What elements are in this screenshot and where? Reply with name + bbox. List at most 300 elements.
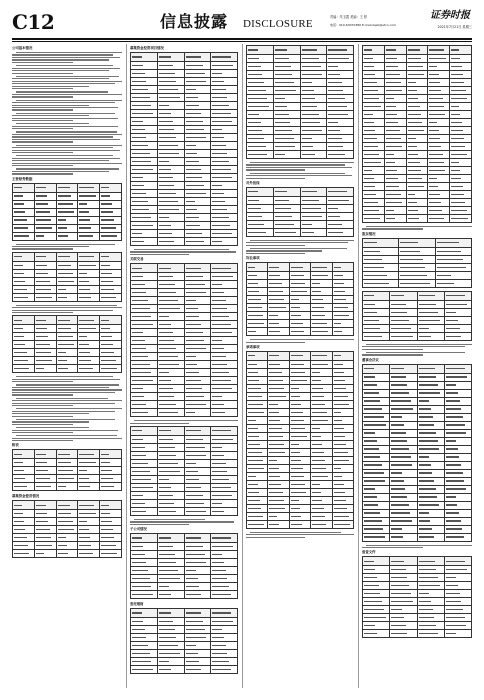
table-cell bbox=[311, 288, 332, 296]
table-cell bbox=[289, 480, 310, 488]
table-row bbox=[131, 657, 238, 665]
column-divider bbox=[126, 44, 127, 688]
table-row bbox=[363, 183, 472, 191]
table-cell bbox=[56, 501, 78, 510]
text-paragraph bbox=[246, 248, 354, 254]
table-row bbox=[363, 135, 472, 143]
table-cell bbox=[332, 320, 353, 328]
table-cell bbox=[247, 280, 268, 288]
table-cell bbox=[417, 566, 444, 574]
table-cell bbox=[157, 329, 184, 337]
table-cell bbox=[131, 507, 158, 515]
table-cell bbox=[390, 453, 417, 461]
table-row bbox=[363, 606, 472, 614]
table-cell bbox=[450, 151, 472, 159]
table-row bbox=[131, 110, 238, 118]
table-cell bbox=[450, 127, 472, 135]
table-cell bbox=[247, 63, 274, 71]
table-cell bbox=[363, 167, 385, 175]
table-cell bbox=[417, 316, 444, 324]
table-cell bbox=[268, 368, 289, 376]
table-cell bbox=[444, 493, 471, 501]
table-cell bbox=[417, 389, 444, 397]
table-cell bbox=[390, 606, 417, 614]
table-cell bbox=[311, 320, 332, 328]
table-cell bbox=[211, 353, 238, 361]
table-cell bbox=[184, 550, 211, 558]
header-rule-thin bbox=[12, 41, 472, 42]
text-paragraph bbox=[12, 419, 122, 425]
table-cell bbox=[289, 328, 310, 336]
table-cell bbox=[384, 103, 406, 111]
table-cell bbox=[289, 488, 310, 496]
table-cell bbox=[56, 459, 78, 467]
table-cell bbox=[247, 464, 268, 472]
table-cell bbox=[390, 566, 417, 574]
table-cell bbox=[100, 224, 122, 232]
table-cell bbox=[417, 397, 444, 405]
table-row bbox=[247, 79, 354, 87]
table-cell bbox=[363, 598, 390, 606]
table-cell bbox=[157, 345, 184, 353]
table-cell bbox=[131, 78, 158, 86]
table-cell bbox=[273, 228, 300, 236]
table-cell bbox=[131, 409, 158, 417]
table-cell bbox=[300, 119, 327, 127]
table-cell bbox=[56, 365, 78, 373]
table-cell bbox=[247, 55, 274, 63]
data-table bbox=[130, 52, 238, 246]
table-cell bbox=[289, 416, 310, 424]
table-cell bbox=[444, 332, 471, 340]
table-cell bbox=[363, 397, 390, 405]
table-cell bbox=[211, 443, 238, 451]
table-cell bbox=[78, 216, 100, 224]
table-row bbox=[247, 351, 354, 360]
table-cell bbox=[211, 426, 238, 435]
table-cell bbox=[363, 151, 385, 159]
table-cell bbox=[247, 196, 274, 204]
table-row bbox=[131, 329, 238, 337]
table-row bbox=[247, 87, 354, 95]
table-cell bbox=[100, 475, 122, 483]
table-cell bbox=[211, 86, 238, 94]
data-table bbox=[130, 608, 238, 674]
table-row bbox=[131, 401, 238, 409]
table-cell bbox=[131, 264, 158, 273]
table-row bbox=[13, 192, 122, 200]
table-cell bbox=[444, 381, 471, 389]
table-cell bbox=[13, 501, 35, 510]
table-cell bbox=[13, 224, 35, 232]
section-heading: 主要财务数据 bbox=[12, 176, 33, 181]
table-cell bbox=[100, 526, 122, 534]
table-cell bbox=[399, 263, 435, 271]
table-cell bbox=[363, 557, 390, 566]
table-cell bbox=[327, 111, 354, 119]
table-cell bbox=[211, 459, 238, 467]
table-row bbox=[247, 95, 354, 103]
table-cell bbox=[131, 126, 158, 134]
table-cell bbox=[184, 142, 211, 150]
table-cell bbox=[363, 119, 385, 127]
table-cell bbox=[157, 222, 184, 230]
table-cell bbox=[211, 78, 238, 86]
table-cell bbox=[34, 269, 56, 277]
table-row bbox=[131, 558, 238, 566]
table-cell bbox=[390, 373, 417, 381]
table-cell bbox=[435, 279, 471, 287]
table-cell bbox=[247, 204, 274, 212]
table-cell bbox=[78, 510, 100, 518]
data-table bbox=[12, 449, 122, 491]
table-cell bbox=[157, 499, 184, 507]
text-paragraph bbox=[12, 123, 122, 129]
table-cell bbox=[131, 566, 158, 574]
text-paragraph bbox=[362, 344, 472, 350]
table-cell bbox=[444, 429, 471, 437]
table-cell bbox=[100, 333, 122, 341]
table-cell bbox=[300, 111, 327, 119]
table-cell bbox=[13, 483, 35, 491]
table-cell bbox=[34, 208, 56, 216]
table-cell bbox=[157, 533, 184, 542]
table-cell bbox=[78, 349, 100, 357]
table-cell bbox=[184, 401, 211, 409]
table-row bbox=[363, 207, 472, 215]
table-cell bbox=[417, 461, 444, 469]
table-cell bbox=[384, 63, 406, 71]
table-row bbox=[13, 252, 122, 261]
table-cell bbox=[428, 111, 450, 119]
table-row bbox=[247, 312, 354, 320]
table-cell bbox=[184, 53, 211, 62]
table-cell bbox=[444, 630, 471, 638]
table-cell bbox=[78, 365, 100, 373]
table-cell bbox=[157, 62, 184, 70]
table-cell bbox=[390, 381, 417, 389]
table-cell bbox=[247, 95, 274, 103]
table-cell bbox=[157, 385, 184, 393]
table-row bbox=[247, 480, 354, 488]
table-cell bbox=[211, 281, 238, 289]
table-cell bbox=[390, 622, 417, 630]
table-cell bbox=[184, 78, 211, 86]
table-cell bbox=[157, 377, 184, 385]
text-paragraph bbox=[130, 519, 238, 525]
table-cell bbox=[56, 316, 78, 325]
table-cell bbox=[390, 397, 417, 405]
table-cell bbox=[184, 230, 211, 238]
table-row bbox=[247, 320, 354, 328]
table-cell bbox=[13, 518, 35, 526]
table-cell bbox=[417, 501, 444, 509]
table-cell bbox=[444, 477, 471, 485]
table-cell bbox=[327, 79, 354, 87]
table-row bbox=[13, 365, 122, 373]
table-cell bbox=[157, 542, 184, 550]
table-cell bbox=[428, 127, 450, 135]
table-cell bbox=[311, 360, 332, 368]
table-cell bbox=[211, 329, 238, 337]
table-row bbox=[131, 641, 238, 649]
data-table bbox=[12, 183, 122, 241]
table-cell bbox=[13, 550, 35, 558]
table-row bbox=[13, 232, 122, 240]
table-cell bbox=[384, 191, 406, 199]
table-cell bbox=[268, 456, 289, 464]
table-row bbox=[363, 501, 472, 509]
table-cell bbox=[406, 183, 428, 191]
text-paragraph bbox=[246, 173, 354, 179]
table-cell bbox=[273, 111, 300, 119]
table-cell bbox=[444, 461, 471, 469]
table-cell bbox=[450, 79, 472, 87]
table-cell bbox=[268, 432, 289, 440]
table-cell bbox=[363, 566, 390, 574]
table-row bbox=[131, 222, 238, 230]
text-column-3 bbox=[246, 44, 354, 688]
table-row bbox=[363, 373, 472, 381]
table-row bbox=[131, 134, 238, 142]
table-cell bbox=[289, 424, 310, 432]
table-cell bbox=[268, 424, 289, 432]
table-cell bbox=[311, 472, 332, 480]
table-cell bbox=[289, 408, 310, 416]
table-cell bbox=[417, 517, 444, 525]
table-cell bbox=[417, 324, 444, 332]
table-cell bbox=[157, 507, 184, 515]
issue-date: 2021年7月21日 星期三 bbox=[437, 25, 472, 29]
table-cell bbox=[417, 291, 444, 300]
table-cell bbox=[428, 191, 450, 199]
table-cell bbox=[417, 421, 444, 429]
table-cell bbox=[157, 198, 184, 206]
table-row bbox=[247, 448, 354, 456]
table-cell bbox=[100, 365, 122, 373]
table-row bbox=[131, 53, 238, 62]
table-cell bbox=[450, 55, 472, 63]
table-cell bbox=[34, 467, 56, 475]
table-cell bbox=[363, 389, 390, 397]
section-heading: 附表 bbox=[12, 443, 19, 448]
table-row bbox=[247, 432, 354, 440]
table-row bbox=[131, 264, 238, 273]
table-cell bbox=[289, 280, 310, 288]
table-cell bbox=[56, 200, 78, 208]
table-cell bbox=[450, 183, 472, 191]
table-cell bbox=[363, 55, 385, 63]
table-cell bbox=[157, 70, 184, 78]
table-cell bbox=[100, 277, 122, 285]
table-cell bbox=[444, 517, 471, 525]
table-cell bbox=[268, 440, 289, 448]
table-cell bbox=[399, 247, 435, 255]
table-cell bbox=[184, 617, 211, 625]
table-cell bbox=[131, 467, 158, 475]
table-cell bbox=[450, 167, 472, 175]
table-cell bbox=[211, 150, 238, 158]
table-cell bbox=[268, 376, 289, 384]
column-divider bbox=[358, 44, 359, 688]
table-cell bbox=[300, 228, 327, 236]
table-cell bbox=[332, 456, 353, 464]
table-cell bbox=[417, 308, 444, 316]
table-cell bbox=[363, 103, 385, 111]
table-cell bbox=[34, 192, 56, 200]
table-cell bbox=[34, 261, 56, 269]
table-row bbox=[131, 377, 238, 385]
table-cell bbox=[450, 46, 472, 55]
table-cell bbox=[211, 118, 238, 126]
table-row bbox=[363, 167, 472, 175]
table-cell bbox=[131, 475, 158, 483]
table-cell bbox=[211, 649, 238, 657]
table-cell bbox=[157, 608, 184, 617]
table-cell bbox=[157, 305, 184, 313]
table-cell bbox=[435, 238, 471, 247]
table-row bbox=[363, 614, 472, 622]
table-cell bbox=[363, 300, 390, 308]
table-cell bbox=[289, 392, 310, 400]
table-row bbox=[13, 357, 122, 365]
table-cell bbox=[311, 280, 332, 288]
table-cell bbox=[406, 199, 428, 207]
table-cell bbox=[78, 526, 100, 534]
table-row bbox=[363, 509, 472, 517]
table-cell bbox=[390, 421, 417, 429]
table-row bbox=[13, 316, 122, 325]
table-cell bbox=[131, 281, 158, 289]
table-row bbox=[131, 475, 238, 483]
table-cell bbox=[184, 641, 211, 649]
table-cell bbox=[184, 238, 211, 246]
table-row bbox=[131, 353, 238, 361]
table-cell bbox=[131, 86, 158, 94]
table-cell bbox=[450, 175, 472, 183]
table-cell bbox=[78, 316, 100, 325]
table-cell bbox=[211, 102, 238, 110]
table-cell bbox=[78, 200, 100, 208]
table-row bbox=[363, 429, 472, 437]
table-cell bbox=[417, 622, 444, 630]
table-cell bbox=[211, 590, 238, 598]
table-cell bbox=[34, 365, 56, 373]
table-row bbox=[247, 228, 354, 236]
table-row bbox=[247, 392, 354, 400]
table-row bbox=[363, 279, 472, 287]
text-paragraph bbox=[12, 384, 122, 395]
table-row bbox=[247, 496, 354, 504]
table-cell bbox=[34, 459, 56, 467]
data-table bbox=[246, 262, 354, 336]
table-cell bbox=[417, 469, 444, 477]
table-cell bbox=[327, 103, 354, 111]
table-cell bbox=[13, 293, 35, 301]
table-row bbox=[247, 520, 354, 528]
table-cell bbox=[100, 450, 122, 459]
table-cell bbox=[327, 228, 354, 236]
table-cell bbox=[56, 526, 78, 534]
table-cell bbox=[211, 53, 238, 62]
table-cell bbox=[390, 509, 417, 517]
table-cell bbox=[184, 126, 211, 134]
table-cell bbox=[131, 542, 158, 550]
text-paragraph bbox=[12, 427, 122, 433]
table-cell bbox=[131, 491, 158, 499]
table-cell bbox=[184, 150, 211, 158]
table-cell bbox=[363, 271, 399, 279]
section-heading: 股东情况 bbox=[362, 231, 376, 236]
table-cell bbox=[444, 485, 471, 493]
table-cell bbox=[13, 459, 35, 467]
table-row bbox=[131, 94, 238, 102]
table-cell bbox=[300, 87, 327, 95]
table-cell bbox=[247, 151, 274, 159]
table-cell bbox=[363, 461, 390, 469]
table-cell bbox=[157, 297, 184, 305]
table-cell bbox=[34, 277, 56, 285]
table-row bbox=[131, 214, 238, 222]
table-cell bbox=[273, 46, 300, 55]
table-cell bbox=[157, 110, 184, 118]
table-cell bbox=[247, 304, 268, 312]
table-cell bbox=[300, 143, 327, 151]
text-paragraph bbox=[12, 65, 122, 74]
table-cell bbox=[157, 459, 184, 467]
table-cell bbox=[289, 456, 310, 464]
table-cell bbox=[157, 337, 184, 345]
table-cell bbox=[78, 467, 100, 475]
table-cell bbox=[131, 174, 158, 182]
table-row bbox=[247, 127, 354, 135]
table-cell bbox=[56, 341, 78, 349]
table-cell bbox=[406, 215, 428, 223]
table-cell bbox=[311, 312, 332, 320]
table-cell bbox=[184, 393, 211, 401]
table-cell bbox=[211, 62, 238, 70]
data-table bbox=[130, 263, 238, 417]
data-table bbox=[12, 252, 122, 302]
table-cell bbox=[390, 485, 417, 493]
table-cell bbox=[56, 277, 78, 285]
table-cell bbox=[211, 321, 238, 329]
table-cell bbox=[363, 364, 390, 373]
table-cell bbox=[428, 63, 450, 71]
table-cell bbox=[211, 166, 238, 174]
data-table bbox=[246, 45, 354, 159]
table-cell bbox=[131, 110, 158, 118]
table-cell bbox=[56, 475, 78, 483]
table-row bbox=[13, 261, 122, 269]
table-cell bbox=[34, 450, 56, 459]
table-row bbox=[247, 220, 354, 228]
table-cell bbox=[384, 127, 406, 135]
table-cell bbox=[184, 86, 211, 94]
table-cell bbox=[184, 574, 211, 582]
table-cell bbox=[13, 542, 35, 550]
table-cell bbox=[300, 79, 327, 87]
table-cell bbox=[131, 94, 158, 102]
table-cell bbox=[100, 252, 122, 261]
table-row bbox=[13, 459, 122, 467]
table-cell bbox=[268, 392, 289, 400]
table-cell bbox=[311, 328, 332, 336]
table-cell bbox=[211, 313, 238, 321]
table-row bbox=[247, 196, 354, 204]
table-cell bbox=[131, 142, 158, 150]
table-cell bbox=[184, 321, 211, 329]
